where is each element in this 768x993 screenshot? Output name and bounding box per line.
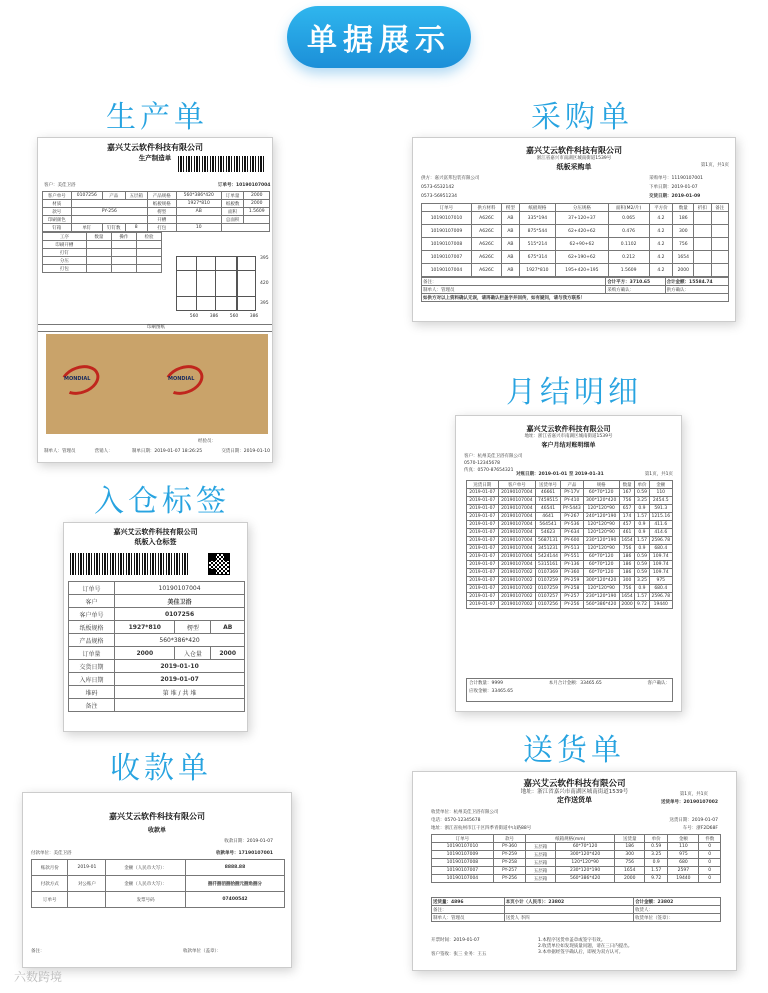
table-cell: PY-600 (561, 537, 584, 545)
table-cell: 2019-01-07 (467, 529, 499, 537)
section-title-receipt: 收款单 (110, 751, 212, 786)
table-cell: 0.59 (635, 569, 649, 577)
purchase-page: 第1页，共1页 (700, 163, 729, 168)
table-cell: 230*120*190 (583, 593, 619, 601)
monthly-confirm: 客户确认： (647, 681, 670, 686)
monthly-address: 地址：浙江省嘉兴市南湖区城南街道1539号 (524, 434, 613, 439)
purchase-phone2: 0573-56951234 (421, 194, 457, 199)
table-row (467, 497, 673, 505)
table-cell: 20190107004 (498, 545, 535, 553)
purchase-order-doc (412, 137, 736, 322)
production-table: 客户单号 0107256 产品 五层箱 产品规格 560*386*420 订单量 2000 材质 纸板规格 1927*810 纸板数 2000 款号 PY-256 楞型 AB 面积 1.5609 印刷颜色 开槽 总面积 钉箱 单钉 钉钉数 8 打包 10 (42, 191, 270, 232)
receipt-payer: 付款单位：美佳卫浴 (31, 851, 72, 856)
table-cell: 4641 (536, 513, 561, 521)
table-row (467, 489, 673, 497)
table-cell: 46541 (536, 505, 561, 513)
table-cell: 10190107007 (432, 867, 494, 875)
table-row (467, 553, 673, 561)
section-title-production: 生产单 (106, 100, 208, 135)
table-cell: 0 (699, 843, 721, 851)
table-cell: 0107369 (536, 569, 561, 577)
table-cell: 1.57 (635, 513, 649, 521)
table-cell: 2019-01-07 (467, 561, 499, 569)
table-cell: 20190107004 (498, 505, 535, 513)
table-cell: 20190107004 (498, 537, 535, 545)
receipt-company: 嘉兴艾云软件科技有限公司 (109, 812, 205, 821)
monthly-sum-qty: 合计数量：9999 (469, 681, 503, 686)
table-cell: 20190107004 (498, 561, 535, 569)
receipt-table: 账款月份 2019-01 金额（人民币大写）： 8888.88 付款方式 对公账户 金额（人民币大写）： 捌仟捌佰捌拾捌元捌角捌分 订单号 发票号码 07400542 (31, 859, 285, 908)
table-cell: 46661 (536, 489, 561, 497)
section-title-warehouse: 入仓标签 (94, 484, 230, 519)
table-cell: 0.9 (635, 545, 649, 553)
table-cell: PY-256 (493, 875, 525, 883)
monthly-customer: 客户：杭州美佳卫浴有限公司 (464, 454, 523, 459)
purchase-table: 订单号 供方材料 楞型 纸板规格 分压规格 面积(M2/片) 平方价 数量 折扣 备注 10190107010 A626C AB 335*194 37+120+37 0.065 4.2 186 10190107009 A626C AB 875*544 62+420+62 0.476 4.2 300 10190107008 A626C AB 515*214 62+90+62 0.1102 4.2 756 10190107007 A626C AB 675*314 62+190+62 0.212 4.2 1654 10190107004 A626C AB 1927*810 195+420+195 1.5609 4.2 2000 (421, 203, 729, 277)
table-cell: 2019-01-07 (467, 577, 499, 585)
table-cell: 120*120*90 (583, 545, 619, 553)
table-cell: 0107257 (536, 593, 561, 601)
delivery-summary-table: 送货量：4896 本页小计（人民币）：23802 合计金额：23802 备注： 收货人： 制单人：管理员 送货人 李四 收货单位（签章）： (431, 897, 721, 922)
table-row: 10190107009 A626C AB 875*544 62+420+62 0.476 4.2 300 (422, 225, 729, 238)
print-drawing-label: 印刷图纸 (38, 324, 273, 332)
table-cell: 20190107004 (498, 529, 535, 537)
delivery-car: 车号：浙F2D68F (682, 826, 718, 831)
table-cell: 2019-01-07 (467, 545, 499, 553)
production-maker: 制单人：管理员 (44, 449, 76, 454)
table-row (467, 585, 673, 593)
table-row: 10190107010 A626C AB 335*194 37+120+37 0.065 4.2 186 (422, 212, 729, 225)
table-cell: 0107256 (536, 601, 561, 609)
table-cell: 1654 (615, 867, 645, 875)
delivery-company: 嘉兴艾云软件科技有限公司 (523, 779, 626, 789)
table-cell: PY-513 (561, 545, 584, 553)
table-cell: 0.59 (635, 489, 649, 497)
warehouse-doc-title: 纸板入仓标签 (134, 538, 177, 546)
purchase-deliver-date: 交货日期：2019-01-09 (649, 194, 701, 199)
table-cell: PY-256 (561, 601, 584, 609)
production-customer: 客户：美佳卫浴 (44, 183, 76, 188)
table-cell: 9.72 (635, 601, 649, 609)
table-cell: 756 (619, 585, 635, 593)
receipt-doc (22, 792, 292, 968)
dim-w3: 560 (229, 314, 239, 319)
table-cell: 2019-01-07 (467, 569, 499, 577)
dim-w4: 386 (249, 314, 259, 319)
table-cell: 2019-01-07 (467, 521, 499, 529)
table-row: 10190107007 A626C AB 675*314 62+190+62 0.212 4.2 1654 (422, 251, 729, 264)
delivery-phone: 电话：0570-12345678 (431, 818, 481, 823)
purchase-order-date: 下单日期：2019-01-07 (649, 185, 698, 190)
dim-w1: 560 (189, 314, 199, 319)
delivery-address: 地址：浙江省嘉兴市南湖区城南街道1539号 (520, 789, 629, 795)
table-cell: 1654 (619, 593, 635, 601)
table-cell: 五层箱 (526, 851, 556, 859)
delivery-page: 第1页，共1页 (679, 792, 708, 797)
table-cell: 174 (619, 513, 635, 521)
table-cell: 167 (619, 489, 635, 497)
table-cell: 975 (649, 577, 672, 585)
brand-logo-text-2: MONDIAL (168, 376, 195, 382)
table-cell: 120*120*90 (583, 585, 619, 593)
table-cell: 7459515 (536, 497, 561, 505)
table-cell: 1.57 (645, 867, 668, 875)
delivery-doc (412, 771, 737, 971)
table-cell: 2597 (668, 867, 699, 875)
table-cell: 五层箱 (526, 867, 556, 875)
table-cell: 1654 (619, 537, 635, 545)
table-row (467, 513, 673, 521)
table-cell: 2019-01-07 (467, 537, 499, 545)
table-cell: 120*120*90 (555, 859, 615, 867)
table-cell: 230*120*190 (555, 867, 615, 875)
table-cell: 461 (619, 529, 635, 537)
monthly-doc-title: 客户月结对账明细单 (541, 442, 596, 449)
delivery-no: 送货单号：20190107002 (661, 800, 718, 805)
table-cell: 2000 (615, 875, 645, 883)
table-cell: 54623 (536, 529, 561, 537)
table-cell: 300*120*420 (583, 497, 619, 505)
table-cell: 0.9 (635, 529, 649, 537)
table-cell: 756 (619, 545, 635, 553)
table-cell: 1.57 (635, 537, 649, 545)
table-cell: 2019-01-07 (467, 489, 499, 497)
purchase-phone1: 0573-6532142 (421, 185, 455, 190)
table-cell: 0.59 (645, 843, 668, 851)
warehouse-table: 订单号 10190107004 客户 美佳卫浴 客户单号 0107256 纸板规格 1927*810 楞型 AB 产品规格 560*386*420 订单量 2000 入仓量 2000 交货日期 2019-01-10 入库日期 2019-01-07 堆码 第 堆 / 共 堆 备注 (68, 581, 245, 712)
table-cell: PY-360 (561, 569, 584, 577)
table-cell: PY-136 (561, 561, 584, 569)
section-title-monthly: 月结明细 (506, 375, 642, 410)
table-cell: 0.59 (635, 553, 649, 561)
table-cell: 3.25 (635, 577, 649, 585)
purchase-po-no: 采购单号：11190107001 (649, 176, 703, 181)
table-cell: PY-258 (493, 859, 525, 867)
table-cell: 230*120*190 (583, 537, 619, 545)
table-cell: 560*386*420 (583, 601, 619, 609)
production-doc-title: 生产制造单 (138, 154, 172, 162)
table-cell: 186 (619, 553, 635, 561)
page-title: 单据展示 (307, 23, 451, 58)
table-cell: 2019-01-07 (467, 513, 499, 521)
table-cell: 680.4 (649, 585, 672, 593)
table-cell: 186 (615, 843, 645, 851)
table-cell: 2019-01-07 (467, 497, 499, 505)
production-owner: 营销人： (94, 449, 113, 454)
table-cell: 20190107002 (498, 577, 535, 585)
table-cell: 411.6 (649, 521, 672, 529)
table-cell: 109.74 (649, 561, 672, 569)
table-cell: 680.4 (649, 545, 672, 553)
table-cell: 0.59 (635, 561, 649, 569)
receipt-sign: 收款单位（盖章）： (183, 949, 222, 954)
table-cell: 五层箱 (526, 859, 556, 867)
table-cell: 3.25 (645, 851, 668, 859)
table-row (467, 521, 673, 529)
table-row (432, 851, 721, 859)
production-dieline (176, 256, 256, 311)
table-cell: 0.9 (635, 585, 649, 593)
table-row (467, 561, 673, 569)
table-cell: PY-267 (561, 513, 584, 521)
monthly-company: 嘉兴艾云软件科技有限公司 (526, 425, 611, 433)
table-cell: 3.25 (635, 497, 649, 505)
table-cell: 20190107002 (498, 569, 535, 577)
delivery-addr2: 地址：浙江省杭州市江干区四季青街道中山路88号 (431, 826, 532, 831)
table-cell: 10190107008 (432, 859, 494, 867)
table-cell: PY-258 (561, 585, 584, 593)
table-cell: 60*70*120 (583, 553, 619, 561)
table-cell: 756 (615, 859, 645, 867)
watermark-text: 六数跨境 (14, 970, 63, 984)
delivery-customer: 收货单位：杭州美佳卫浴有限公司 (431, 810, 499, 815)
delivery-clauses: 1.本程序送货单盖章或签字有效。 2.收货单位如发现质量问题，请在三日内提出。 3.本单据经签字确认后，即视为双方认可。 (538, 938, 633, 955)
table-cell: PY-5443 (561, 505, 584, 513)
table-cell: PY-410 (561, 497, 584, 505)
delivery-table: 订单号 款号 纸箱规格(mm) 送货量 单价 金额 件数 10190107010 PY-360 五层箱 60*70*120 186 0.59 110 0 10190107009 PY-259 五层箱 300*120*420 300 3.25 975 0 10190107008 PY-258 五层箱 120*120*90 756 0.9 680 0 10190107007 PY-257 五层箱 230*120*190 1654 1.57 2597 0 10190107004 PY-256 五层箱 560*386*420 2000 9.72 19440 0 (431, 834, 721, 883)
table-cell: 19440 (649, 601, 672, 609)
warehouse-barcode (70, 553, 190, 575)
table-cell: 975 (668, 851, 699, 859)
brand-logo-text: MONDIAL (64, 376, 91, 382)
table-cell: 560*386*420 (555, 875, 615, 883)
table-row: 10190107004 A626C AB 1927*810 195+420+195 1.5609 4.2 2000 (422, 264, 729, 277)
table-cell: 9.72 (645, 875, 668, 883)
table-cell: 2019-01-07 (467, 601, 499, 609)
table-cell: 20190107004 (498, 521, 535, 529)
monthly-page: 第1页，共1页 (644, 472, 673, 477)
table-cell: 240*120*190 (583, 513, 619, 521)
table-cell: 60*70*120 (583, 561, 619, 569)
table-cell: 0.9 (635, 521, 649, 529)
production-process-table: 工序 数量 操作 检验 印刷开槽 打钉 分压 打包 (42, 232, 162, 273)
table-cell: 564541 (536, 521, 561, 529)
table-cell: 2000 (619, 601, 635, 609)
table-cell: PY-259 (561, 577, 584, 585)
table-cell: 300*120*420 (555, 851, 615, 859)
delivery-open-date: 开票时间：2019-01-07 (431, 938, 480, 943)
table-cell: 300 (619, 577, 635, 585)
table-cell: 300*120*420 (583, 577, 619, 585)
table-cell: 457 (619, 521, 635, 529)
production-deliver: 交货日期：2019-01-10 (221, 449, 270, 454)
table-row (432, 859, 721, 867)
monthly-period: 对账日期：2019-01-01 至 2019-01-31 (516, 472, 604, 477)
table-cell: 20190107004 (498, 513, 535, 521)
table-cell: PY-17V (561, 489, 584, 497)
table-cell: 2454.5 (649, 497, 672, 505)
table-cell: 109.74 (649, 553, 672, 561)
table-cell: 5315161 (536, 561, 561, 569)
table-cell: 414.6 (649, 529, 672, 537)
table-cell: 10190107009 (432, 851, 494, 859)
delivery-doc-title: 定作送货单 (557, 796, 592, 804)
production-barcode (178, 156, 266, 172)
table-row (467, 577, 673, 585)
dim-top: 395 (260, 256, 269, 261)
table-cell: 120*120*90 (583, 521, 619, 529)
table-cell: 300 (615, 851, 645, 859)
table-cell: PY-634 (561, 529, 584, 537)
table-cell: 0 (699, 867, 721, 875)
monthly-summary (466, 678, 673, 702)
table-cell: 2019-01-07 (467, 505, 499, 513)
monthly-table: 送货日期 客户单号 送货单号 产品 规格 数量 单价 金额 2019-01-07 20190107004 46661 PY-17V 60*70*120 167 0.59 110 2019-01-07 20190107004 7459515 PY-410 300*120*420 756 3.25 2454.5 2019-01-07 20190107004 46541 PY-5443 120*120*90 657 0.9 591.3 2019-01-07 20190107004 4641 PY-267 240*120*190 174 1.57 1215.16 2019-01-07 20190107004 564541 PY-536 120*120*90 457 0.9 411.6 2019-01-07 20190107004 54623 PY-634 120*120*90 461 0.9 414.6 2019-01-07 20190107004 5687131 PY-600 230*120*190 1654 1.57 2596.78 2019-01-07 20190107004 3451231 PY-513 120*120*90 756 0.9 680.4 2019-01-07 20190107004 5424144 PY-551 60*70*120 186 0.59 109.74 2019-01-07 20190107004 5315161 PY-136 60*70*120 186 0.59 109.74 2019-01-07 20190107002 0107369 PY-360 60*70*120 186 0.59 109.74 2019-01-07 20190107002 0107259 PY-259 300*120*420 300 3.25 975 2019-01-07 20190107002 0107259 PY-258 120*120*90 756 0.9 680.4 2019-01-07 20190107002 0107257 PY-257 230*120*190 1654 1.57 2596.78 2019-01-07 20190107002 0107256 PY-256 560*386*420 2000 9.72 19440 (466, 480, 673, 609)
receipt-no: 收款单号：17190107001 (216, 851, 273, 856)
table-cell: 1215.16 (649, 513, 672, 521)
receipt-doc-title: 收款单 (147, 827, 166, 834)
dim-w2: 386 (209, 314, 219, 319)
table-cell: 0.9 (645, 859, 668, 867)
section-title-purchase: 采购单 (531, 100, 633, 135)
warehouse-company: 嘉兴艾云软件科技有限公司 (113, 528, 198, 536)
table-cell: PY-360 (493, 843, 525, 851)
table-cell: 19440 (668, 875, 699, 883)
purchase-company: 嘉兴艾云软件科技有限公司 (526, 146, 622, 155)
table-cell: 0107259 (536, 585, 561, 593)
table-row: 10190107008 A626C AB 515*214 62+90+62 0.1102 4.2 756 (422, 238, 729, 251)
table-cell: 20190107004 (498, 497, 535, 505)
production-order-no: 订单号：10190107004 (218, 183, 271, 188)
receipt-date: 收款日期：2019-01-07 (224, 839, 273, 844)
production-sign: 经验员： (198, 439, 216, 444)
table-cell: 20190107002 (498, 601, 535, 609)
table-cell: 10190107010 (432, 843, 494, 851)
table-cell: 591.3 (649, 505, 672, 513)
table-cell: 20190107004 (498, 489, 535, 497)
dim-mid: 420 (260, 281, 269, 286)
table-row (467, 569, 673, 577)
table-row (467, 601, 673, 609)
table-cell: 60*70*120 (583, 489, 619, 497)
table-cell: 186 (619, 561, 635, 569)
table-cell: 5424144 (536, 553, 561, 561)
table-cell: 10190107004 (432, 875, 494, 883)
warehouse-label-doc (63, 522, 248, 732)
table-row (467, 529, 673, 537)
table-cell: 60*70*120 (583, 569, 619, 577)
monthly-statement-doc (455, 415, 682, 712)
monthly-phone: 0570-12345678 (464, 461, 500, 466)
table-cell: 186 (619, 569, 635, 577)
table-cell: 680 (668, 859, 699, 867)
table-cell: PY-536 (561, 521, 584, 529)
table-cell: PY-551 (561, 553, 584, 561)
table-cell: 20190107002 (498, 593, 535, 601)
table-cell: 1.57 (635, 593, 649, 601)
table-cell: 2019-01-07 (467, 585, 499, 593)
receipt-note: 备注： (31, 949, 45, 954)
table-cell: PY-257 (561, 593, 584, 601)
table-row (467, 545, 673, 553)
table-cell: 60*70*120 (555, 843, 615, 851)
warehouse-qr-icon (208, 553, 230, 575)
delivery-date: 送货日期：2019-01-07 (669, 818, 718, 823)
dim-bot: 395 (260, 301, 269, 306)
table-cell: 0 (699, 851, 721, 859)
table-cell: 110 (668, 843, 699, 851)
table-row (467, 593, 673, 601)
table-cell: 2019-01-07 (467, 593, 499, 601)
table-cell: 0.9 (635, 505, 649, 513)
production-date: 制单日期：2019-01-07 18:26:25 (131, 449, 203, 454)
table-cell: 0 (699, 859, 721, 867)
monthly-fax: 传真：0570-87654321 (464, 468, 514, 473)
table-cell: 120*120*90 (583, 529, 619, 537)
table-cell: PY-257 (493, 867, 525, 875)
purchase-address: 浙江省嘉兴市南湖区城南街道1539号 (536, 156, 612, 161)
table-cell: 20190107002 (498, 585, 535, 593)
monthly-receivable: 应收金额：33465.65 (469, 689, 513, 694)
table-cell: 0 (699, 875, 721, 883)
purchase-summary-table: 备注： 合计平方：3710.65 合计金额：15584.74 制单人：管理员 采购方确认： 供方确认： 如供方对以上资料确认无误，请再确认栏盖字并回传，如有疑问，请与我方联系！ (421, 277, 729, 302)
table-cell: 2596.78 (649, 537, 672, 545)
delivery-contact: 客户签收：张三 业务：王五 (431, 952, 487, 957)
table-row (432, 867, 721, 875)
table-cell: 2596.78 (649, 593, 672, 601)
table-row (432, 843, 721, 851)
table-cell: 五层箱 (526, 843, 556, 851)
table-cell: PY-259 (493, 851, 525, 859)
table-cell: 109.74 (649, 569, 672, 577)
table-cell: 20190107004 (498, 553, 535, 561)
table-cell: 五层箱 (526, 875, 556, 883)
table-cell: 5687131 (536, 537, 561, 545)
production-order-doc (37, 137, 273, 463)
monthly-sum-amount: 本月合计金额：33465.65 (548, 681, 602, 686)
table-row (467, 505, 673, 513)
table-cell: 3451231 (536, 545, 561, 553)
table-cell: 756 (619, 497, 635, 505)
table-cell: 120*120*90 (583, 505, 619, 513)
section-title-delivery: 送货单 (523, 733, 625, 768)
table-row (432, 875, 721, 883)
table-cell: 110 (649, 489, 672, 497)
purchase-doc-title: 纸板采购单 (556, 163, 592, 171)
table-cell: 0107259 (536, 577, 561, 585)
box-artwork (46, 334, 268, 434)
production-company: 嘉兴艾云软件科技有限公司 (107, 143, 203, 152)
purchase-supplier: 供方：嘉兴富邦包装有限公司 (421, 176, 480, 181)
table-cell: 2019-01-07 (467, 553, 499, 561)
table-row (467, 537, 673, 545)
page-title-pill (287, 6, 471, 68)
table-cell: 657 (619, 505, 635, 513)
